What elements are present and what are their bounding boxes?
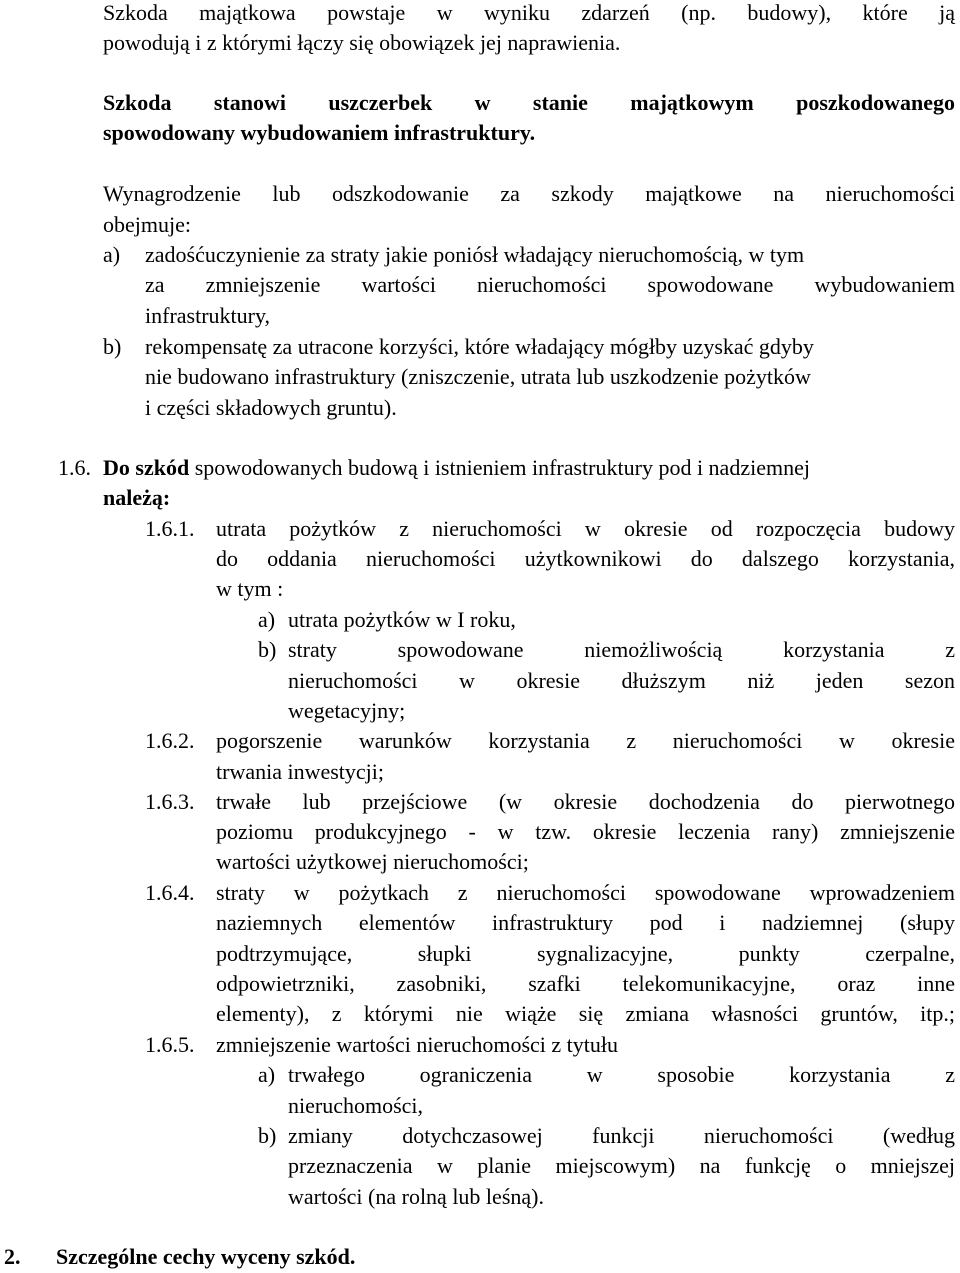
item1-b-line2: nieruchomości w okresie dłuższym niż jeden sezon [288,668,955,693]
section16-number: 1.6. [58,455,91,480]
item5-a-line2: nieruchomości, [288,1093,424,1118]
para3-a-line2: za zmniejszenie wartości nieruchomości spowodowane wybudowaniem [145,272,955,297]
item2-line2: trwania inwestycji; [216,759,385,784]
item3-line1: trwałe lub przejściowe (w okresie dochodzenia do pierwotnego [216,789,955,814]
para2-line2: spowodowany wybudowaniem infrastruktury. [103,120,536,145]
item1-number: 1.6.1. [145,516,195,541]
para3-a-line1: zadośćuczynienie za straty jakie poniósł władający nieruchomością, w tym [145,242,805,267]
para3-a-line3: infrastruktury, [145,303,271,328]
para3-b-line2: nie budowano infrastruktury (zniszczenie, utrata lub uszkodzenie pożytków [145,364,811,389]
item4-line3: podtrzymujące, słupki sygnalizacyjne, punkty czerpalne, [216,941,955,966]
item4-number: 1.6.4. [145,880,195,905]
para3-b-marker: b) [103,334,122,359]
item3-line3: wartości użytkowej nieruchomości; [216,849,529,874]
para3-b-line3: i części składowych gruntu). [145,395,397,420]
item4-line1: straty w pożytkach z nieruchomości spowodowane wprowadzeniem [216,880,955,905]
item4-line2: naziemnych elementów infrastruktury pod i nadziemnej (słupy [216,910,955,935]
section2-number: 2. [4,1244,21,1269]
item5-b-line1: zmiany dotychczasowej funkcji nieruchomości (według [288,1123,955,1148]
item3-number: 1.6.3. [145,789,195,814]
item4-line4: odpowietrzniki, zasobniki, szafki telekomunikacyjne, oraz inne [216,971,955,996]
item2-line1: pogorszenie warunków korzystania z nieruchomości w okresie [216,728,955,753]
para3-line2: obejmuje: [103,212,191,237]
item1-a-marker: a) [258,607,276,632]
para3-a-marker: a) [103,242,121,267]
item1-line2: do oddania nieruchomości użytkownikowi do dalszego korzystania, [216,546,955,571]
item2-number: 1.6.2. [145,728,195,753]
item1-b-line3: wegetacyjny; [288,698,406,723]
section16-bold1: Do szkód [103,455,190,480]
item1-line1: utrata pożytków z nieruchomości w okresie od rozpoczęcia budowy [216,516,955,541]
item5-a-line1: trwałego ograniczenia w sposobie korzystania z [288,1062,955,1087]
item5-line1: zmniejszenie wartości nieruchomości z tytułu [216,1032,618,1057]
section16-bold2: należą: [103,485,171,510]
para3-b-line1: rekompensatę za utracone korzyści, które władający mógłby uzyskać gdyby [145,334,814,359]
section2-title: Szczególne cechy wyceny szkód. [56,1244,356,1269]
item1-b-marker: b) [258,637,277,662]
item1-b-line1: straty spowodowane niemożliwością korzystania z [288,637,955,662]
item5-b-line3: wartości (na rolną lub leśną). [288,1184,544,1209]
section16-heading-line1 [103,455,810,481]
item5-b-line2: przeznaczenia w planie miejscowym) na funkcję o mniejszej [288,1153,955,1178]
item4-line5: elementy), z którymi nie wiąże się zmiana własności gruntów, itp.; [216,1001,955,1026]
item3-line2: poziomu produkcyjnego - w tzw. okresie leczenia rany) zmniejszenie [216,819,955,844]
item5-b-marker: b) [258,1123,277,1148]
item5-a-marker: a) [258,1062,276,1087]
item5-number: 1.6.5. [145,1032,195,1057]
item1-a-text: utrata pożytków w I roku, [288,607,516,632]
item1-line3: w tym : [216,576,284,601]
para2-line1: Szkoda stanowi uszczerbek w stanie majątkowym poszkodowanego [103,90,955,115]
para1-line1: Szkoda majątkowa powstaje w wyniku zdarzeń (np. budowy), które ją [103,0,955,25]
section16-rest1: spowodowanych budową i istnieniem infrastruktury pod i nadziemnej [189,455,810,480]
para3-line1: Wynagrodzenie lub odszkodowanie za szkody majątkowe na nieruchomości [103,181,955,206]
para1-line2: powodują i z którymi łączy się obowiązek jej naprawienia. [103,30,621,55]
